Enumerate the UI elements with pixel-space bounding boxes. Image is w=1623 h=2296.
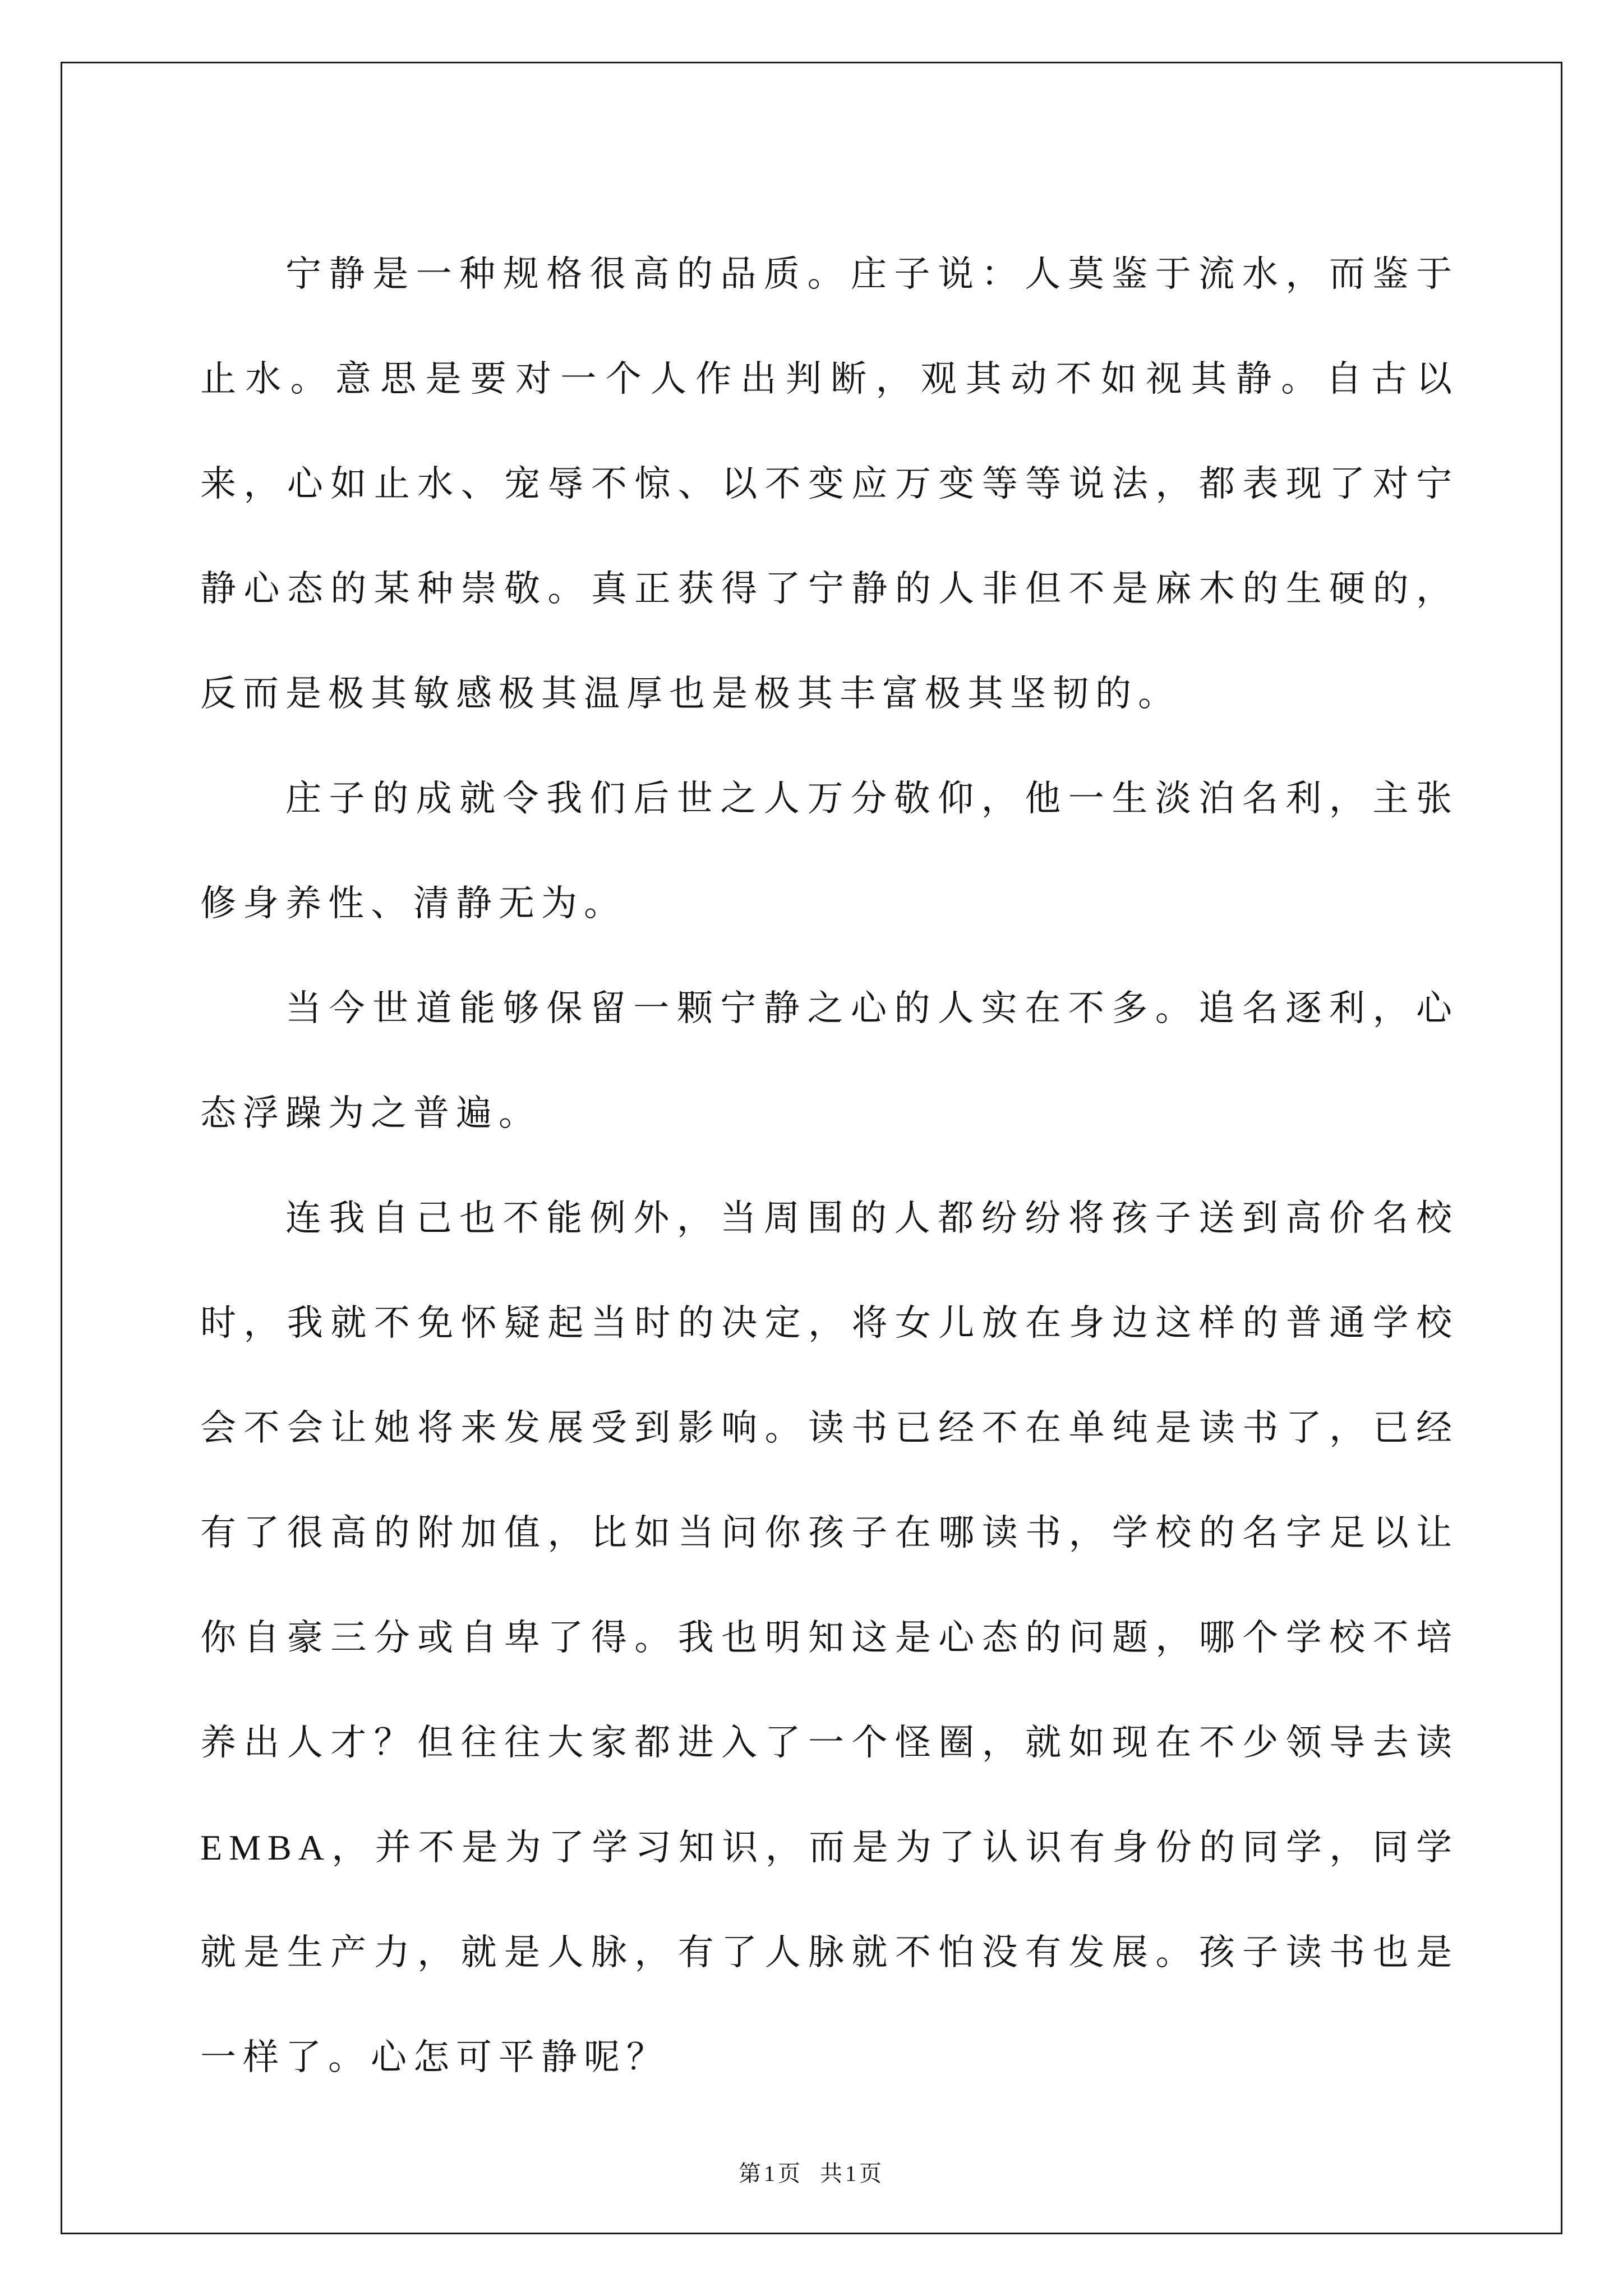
page-footer: 第1页 共1页 [739,2161,884,2186]
paragraph: 连我自己也不能例外，当周围的人都纷纷将孩子送到高价名校时，我就不免怀疑起当时的决定，将女儿放在身边这样的普通学校会不会让她将来发展受到影响。读书已经不在单纯是读书了，已经有了很高的附加值，比如当问你孩子在哪读书，学校的名字足以让你自豪三分或自卑了得。我也明知这是心态的问题，哪个学校不培养出人才？但往往大家都进入了一个怪圈，就如现在不少领导去读EMBA，并不是为了学习知识，而是为了认识有身份的同学，同学就是生产力，就是人脉，有了人脉就不怕没有发展。孩子读书也是一样了。心怎可平静呢？ [200,1198,1459,2077]
paragraph: 庄子的成就令我们后世之人万分敬仰，他一生淡泊名利，主张修身养性、清静无为。 [200,779,1459,923]
paragraph: 当今世道能够保留一颗宁静之心的人实在不多。追名逐利，心态浮躁为之普遍。 [200,988,1459,1133]
paragraph: 宁静是一种规格很高的品质。庄子说：人莫鉴于流水，而鉴于止水。意思是要对一个人作出判断，观其动不如视其静。自古以来，心如止水、宠辱不惊、以不变应万变等等说法，都表现了对宁静心态的某种崇敬。真正获得了宁静的人非但不是麻木的生硬的，反而是极其敏感极其温厚也是极其丰富极其坚韧的。 [200,254,1459,714]
document-body [200,222,1459,2110]
page-border [61,62,1562,2234]
